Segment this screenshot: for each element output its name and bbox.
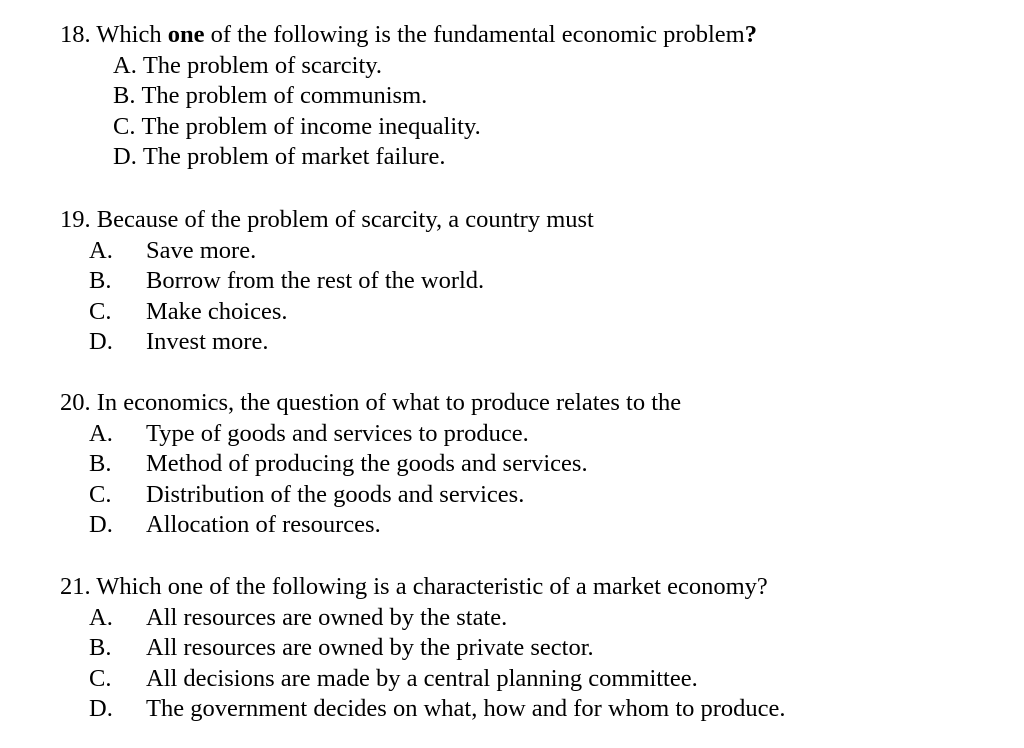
option-text: All decisions are made by a central planning committee.	[146, 664, 698, 692]
option-d	[89, 694, 989, 725]
option-text: Allocation of resources.	[146, 511, 381, 539]
option-letter: B.	[89, 634, 112, 662]
option-c	[89, 480, 989, 511]
stem-emphasis: one	[167, 21, 205, 48]
option-letter: A.	[89, 419, 113, 447]
question-stem: 21. Which one of the following is a characteristic of a market economy?	[60, 573, 768, 600]
question-stem: 19. Because of the problem of scarcity, a country must	[60, 206, 594, 233]
option-text: The problem of income inequality.	[141, 112, 481, 140]
option-c	[89, 297, 989, 328]
option-letter: B.	[89, 450, 112, 478]
option-letter: B.	[113, 82, 136, 110]
option-letter: A.	[89, 603, 113, 631]
option-text: Invest more.	[146, 328, 269, 356]
option-letter: D.	[89, 695, 113, 723]
option-text: Type of goods and services to produce.	[146, 419, 529, 447]
option-letter: A.	[113, 51, 137, 79]
option-text: The problem of scarcity.	[142, 51, 383, 79]
option-text: The problem of market failure.	[142, 143, 446, 171]
option-letter: C.	[113, 112, 136, 140]
option-letter: D.	[89, 328, 113, 356]
option-a	[89, 419, 989, 450]
option-letter: B.	[89, 267, 112, 295]
option-text: Borrow from the rest of the world.	[146, 267, 485, 295]
option-letter: D.	[113, 143, 137, 171]
option-letter: A.	[89, 236, 113, 264]
option-d	[89, 510, 989, 541]
stem-text: 18. Which	[60, 21, 168, 48]
option-a	[89, 236, 989, 267]
option-d	[89, 327, 989, 358]
option-text: Save more.	[146, 236, 257, 264]
option-b	[113, 81, 427, 112]
option-a	[89, 603, 989, 634]
option-b	[89, 266, 989, 297]
option-c	[113, 112, 481, 143]
option-text: The government decides on what, how and for whom to produce.	[146, 695, 786, 723]
stem-question-mark: ?	[744, 21, 757, 48]
option-a	[113, 51, 382, 82]
option-text: Method of producing the goods and services.	[146, 450, 588, 478]
option-letter: C.	[89, 664, 112, 692]
option-b	[89, 633, 989, 664]
option-text: Distribution of the goods and services.	[146, 480, 525, 508]
option-letter: D.	[89, 511, 113, 539]
option-d	[113, 142, 446, 173]
question-stem: 20. In economics, the question of what to produce relates to the	[60, 389, 682, 416]
option-text: The problem of communism.	[141, 82, 428, 110]
option-letter: C.	[89, 297, 112, 325]
stem-text: of the following is the fundamental economic problem	[204, 21, 745, 48]
option-text: All resources are owned by the private sector.	[146, 634, 594, 662]
option-c	[89, 664, 989, 695]
option-text: Make choices.	[146, 297, 288, 325]
option-letter: C.	[89, 480, 112, 508]
option-text: All resources are owned by the state.	[146, 603, 508, 631]
option-b	[89, 449, 989, 480]
question-stem	[60, 20, 757, 51]
